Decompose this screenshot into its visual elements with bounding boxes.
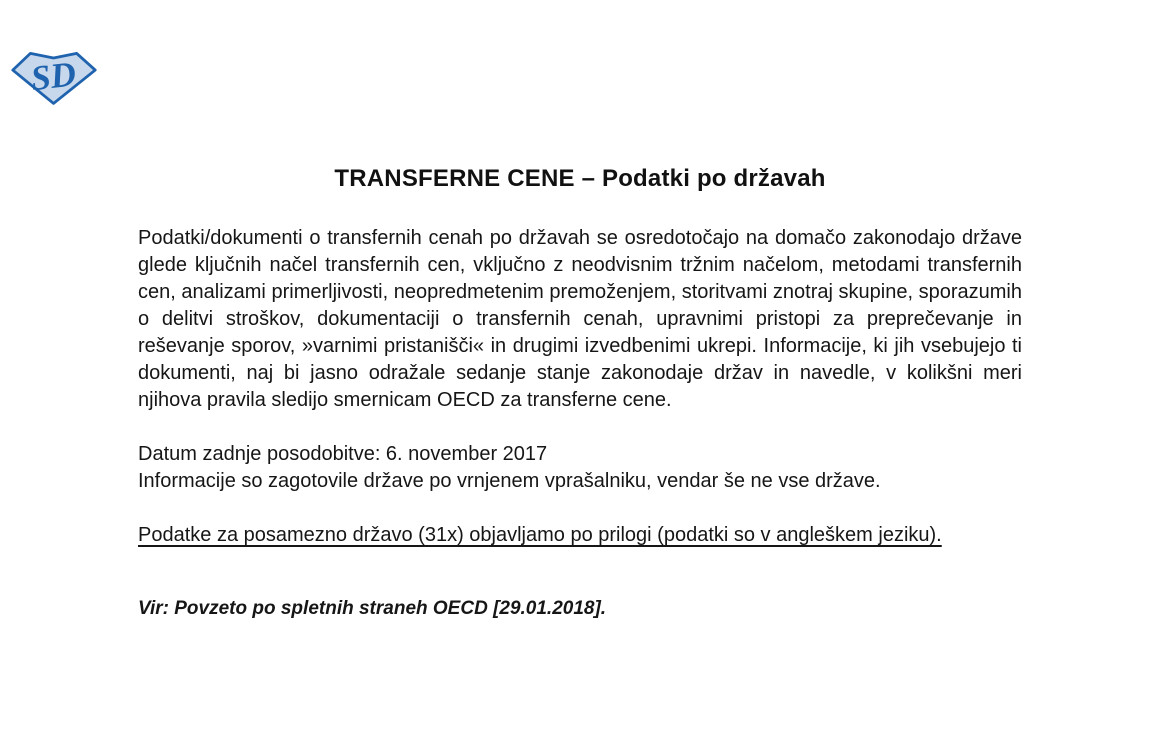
source-line: Vir: Povzeto po spletnih straneh OECD [29.01.2018]. xyxy=(138,598,607,619)
last-update-line: Datum zadnje posodobitve: 6. november 2017 xyxy=(138,443,548,465)
sd-diamond-logo-icon xyxy=(10,47,98,108)
document-title: TRANSFERNE CENE – Podatki po državah xyxy=(334,165,826,192)
meta-lines xyxy=(138,441,1022,495)
document-content xyxy=(138,165,1022,621)
attachment-note: Podatke za posamezno državo (31x) objavljamo po prilogi (podatki so v angleškem jeziku). xyxy=(138,524,942,546)
questionnaire-info-line: Informacije so zagotovile države po vrnjenem vprašalniku, vendar še ne vse države. xyxy=(138,470,881,492)
logo-letters: SD xyxy=(28,54,79,99)
body-paragraph: Podatki/dokumenti o transfernih cenah po državah se osredotočajo na domačo zakonodajo države glede ključnih načel transfernih cen, vključno z neodvisnim tržnim načelom, metodami transfernih cen, analizami primerljivosti, neopredmetenim premoženjem, storitvami znotraj skupine, sporazumih o delitvi stroškov, dokumentaciji o transfernih cenah, upravnimi pristopi za preprečevanje in reševanje sporov, »varnimi pristanišči« in drugimi izvedbenimi ukrepi. Informacije, ki jih vsebujejo ti dokumenti, naj bi jasno odražale sedanje stanje zakonodaje držav in navedle, v kolikšni meri njihova pravila sledijo smernicam OECD za transferne cene. xyxy=(138,227,1022,411)
